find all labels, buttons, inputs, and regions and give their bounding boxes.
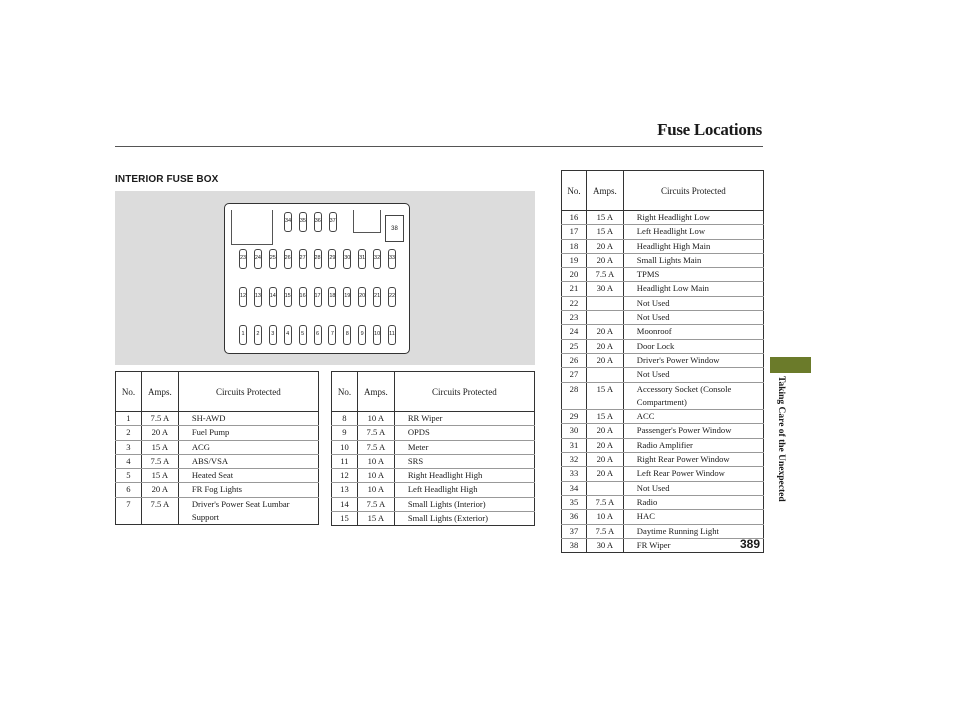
table-row xyxy=(562,438,764,452)
fuse-slot-15: 15 xyxy=(284,287,292,307)
col-circuits: Circuits Protected xyxy=(178,372,318,412)
fuse-number: 33 xyxy=(562,467,587,481)
table-row xyxy=(332,454,535,468)
circuit-protected: Right Headlight High xyxy=(394,469,534,483)
fuse-number: 28 xyxy=(562,382,587,410)
fuse-amps: 7.5 A xyxy=(141,497,178,525)
col-circuits: Circuits Protected xyxy=(394,372,534,412)
table-row xyxy=(562,253,764,267)
fuse-slot-13: 13 xyxy=(254,287,262,307)
circuit-protected: ACC xyxy=(623,410,763,424)
fuse-slot-36: 36 xyxy=(314,212,322,232)
table-row xyxy=(562,424,764,438)
fuse-slot-37: 37 xyxy=(329,212,337,232)
table-row xyxy=(562,410,764,424)
fuse-number: 3 xyxy=(116,440,142,454)
circuit-protected: RR Wiper xyxy=(394,412,534,426)
fuse-number: 23 xyxy=(562,311,587,325)
fuse-amps: 20 A xyxy=(586,438,623,452)
fuse-amps: 20 A xyxy=(586,467,623,481)
table-row xyxy=(562,282,764,296)
circuit-protected: SRS xyxy=(394,454,534,468)
table-row xyxy=(562,268,764,282)
circuit-protected: TPMS xyxy=(623,268,763,282)
relay-slot-middle xyxy=(353,210,381,233)
table-row xyxy=(116,469,319,483)
fuse-slot-20: 20 xyxy=(358,287,366,307)
circuit-protected: Left Headlight Low xyxy=(623,225,763,239)
fuse-slot-6: 6 xyxy=(314,325,322,345)
circuit-protected: Small Lights Main xyxy=(623,253,763,267)
fuse-slot-2: 2 xyxy=(254,325,262,345)
fuse-amps: 7.5 A xyxy=(357,426,394,440)
table-row xyxy=(332,412,535,426)
circuit-protected: Meter xyxy=(394,440,534,454)
table-row xyxy=(562,225,764,239)
table-row xyxy=(562,382,764,410)
fuse-box-diagram xyxy=(224,203,410,354)
fuse-number: 8 xyxy=(332,412,358,426)
fuse-amps: 10 A xyxy=(357,469,394,483)
table-row xyxy=(562,211,764,225)
fuse-slot-19: 19 xyxy=(343,287,351,307)
table-row xyxy=(562,538,764,552)
fuse-slot-9: 9 xyxy=(358,325,366,345)
table-row xyxy=(332,469,535,483)
fuse-amps: 30 A xyxy=(586,538,623,552)
table-row xyxy=(332,512,535,526)
fuse-amps: 15 A xyxy=(586,211,623,225)
fuse-slot-17: 17 xyxy=(314,287,322,307)
circuit-protected: ACG xyxy=(178,440,318,454)
fuse-amps: 7.5 A xyxy=(141,412,178,426)
circuit-protected: Not Used xyxy=(623,296,763,310)
fuse-amps: 10 A xyxy=(357,454,394,468)
table-row xyxy=(116,454,319,468)
fuse-amps: 15 A xyxy=(586,382,623,410)
fuse-amps: 20 A xyxy=(141,426,178,440)
table-row xyxy=(562,296,764,310)
fuse-slot-27: 27 xyxy=(299,249,307,269)
circuit-protected: SH-AWD xyxy=(178,412,318,426)
fuse-number: 10 xyxy=(332,440,358,454)
table-row xyxy=(116,483,319,497)
table-row xyxy=(562,353,764,367)
table-row xyxy=(562,510,764,524)
circuit-protected: OPDS xyxy=(394,426,534,440)
fuse-slot-33: 33 xyxy=(388,249,396,269)
fuse-amps: 20 A xyxy=(586,239,623,253)
table-row xyxy=(332,426,535,440)
col-amps: Amps. xyxy=(357,372,394,412)
fuse-amps: 10 A xyxy=(357,412,394,426)
fuse-amps: 7.5 A xyxy=(586,268,623,282)
table-row xyxy=(562,524,764,538)
col-no: No. xyxy=(562,171,587,211)
fuse-amps: 15 A xyxy=(586,410,623,424)
circuit-protected: Driver's Power Window xyxy=(623,353,763,367)
fuse-amps: 20 A xyxy=(586,253,623,267)
fuse-amps: 20 A xyxy=(586,339,623,353)
table-row xyxy=(332,440,535,454)
fuse-number: 38 xyxy=(562,538,587,552)
table-row xyxy=(116,497,319,525)
fuse-slot-10: 10 xyxy=(373,325,381,345)
fuse-number: 16 xyxy=(562,211,587,225)
fuse-amps xyxy=(586,311,623,325)
circuit-protected: Headlight Low Main xyxy=(623,282,763,296)
table-row xyxy=(332,497,535,511)
relay-slot-left xyxy=(231,210,273,245)
chapter-tab xyxy=(770,357,811,373)
fuse-number: 30 xyxy=(562,424,587,438)
fuse-slot-7: 7 xyxy=(328,325,336,345)
table-row xyxy=(116,426,319,440)
fuse-slot-34: 34 xyxy=(284,212,292,232)
circuit-protected: Driver's Power Seat Lumbar Support xyxy=(178,497,318,525)
fuse-amps: 20 A xyxy=(586,424,623,438)
circuit-protected: Daytime Running Light xyxy=(623,524,763,538)
fuse-number: 6 xyxy=(116,483,142,497)
circuit-protected: Door Lock xyxy=(623,339,763,353)
fuse-slot-35: 35 xyxy=(299,212,307,232)
fuse-number: 29 xyxy=(562,410,587,424)
fuse-number: 24 xyxy=(562,325,587,339)
table-row xyxy=(562,239,764,253)
table-row xyxy=(562,481,764,495)
fuse-slot-30: 30 xyxy=(343,249,351,269)
fuse-slot-22: 22 xyxy=(388,287,396,307)
fuse-amps: 7.5 A xyxy=(357,440,394,454)
fuse-number: 22 xyxy=(562,296,587,310)
fuse-amps: 30 A xyxy=(586,282,623,296)
fuse-number: 25 xyxy=(562,339,587,353)
fuse-amps: 7.5 A xyxy=(141,454,178,468)
fuse-slot-3: 3 xyxy=(269,325,277,345)
fuse-number: 19 xyxy=(562,253,587,267)
circuit-protected: Accessory Socket (Console Compartment) xyxy=(623,382,763,410)
fuse-number: 17 xyxy=(562,225,587,239)
fuse-amps: 15 A xyxy=(586,225,623,239)
fuse-slot-16: 16 xyxy=(299,287,307,307)
table-row xyxy=(562,467,764,481)
fuse-amps xyxy=(586,296,623,310)
fuse-amps: 10 A xyxy=(357,483,394,497)
fuse-table-2 xyxy=(331,371,535,526)
circuit-protected: Right Rear Power Window xyxy=(623,453,763,467)
fuse-slot-4: 4 xyxy=(284,325,292,345)
col-no: No. xyxy=(332,372,358,412)
fuse-slot-1: 1 xyxy=(239,325,247,345)
fuse-amps: 10 A xyxy=(586,510,623,524)
fuse-amps xyxy=(586,481,623,495)
fuse-slot-14: 14 xyxy=(269,287,277,307)
fuse-slot-38: 38 xyxy=(385,215,404,242)
fuse-amps: 20 A xyxy=(141,483,178,497)
fuse-slot-31: 31 xyxy=(358,249,366,269)
fuse-amps: 15 A xyxy=(357,512,394,526)
fuse-amps: 15 A xyxy=(141,440,178,454)
circuit-protected: Small Lights (Exterior) xyxy=(394,512,534,526)
fuse-number: 32 xyxy=(562,453,587,467)
fuse-amps: 7.5 A xyxy=(586,524,623,538)
fuse-amps: 15 A xyxy=(141,469,178,483)
section-heading: INTERIOR FUSE BOX xyxy=(115,174,219,185)
circuit-protected: Moonroof xyxy=(623,325,763,339)
fuse-number: 12 xyxy=(332,469,358,483)
table-row xyxy=(562,339,764,353)
fuse-slot-23: 23 xyxy=(239,249,247,269)
fuse-slot-25: 25 xyxy=(269,249,277,269)
fuse-amps: 7.5 A xyxy=(357,497,394,511)
fuse-slot-18: 18 xyxy=(328,287,336,307)
fuse-slot-24: 24 xyxy=(254,249,262,269)
fuse-number: 26 xyxy=(562,353,587,367)
fuse-slot-12: 12 xyxy=(239,287,247,307)
fuse-amps: 20 A xyxy=(586,353,623,367)
fuse-number: 37 xyxy=(562,524,587,538)
circuit-protected: Fuel Pump xyxy=(178,426,318,440)
circuit-protected: FR Fog Lights xyxy=(178,483,318,497)
col-no: No. xyxy=(116,372,142,412)
circuit-protected: ABS/VSA xyxy=(178,454,318,468)
circuit-protected: Heated Seat xyxy=(178,469,318,483)
table-row xyxy=(562,325,764,339)
circuit-protected: Left Rear Power Window xyxy=(623,467,763,481)
circuit-protected: Not Used xyxy=(623,368,763,382)
fuse-slot-21: 21 xyxy=(373,287,381,307)
col-amps: Amps. xyxy=(586,171,623,211)
circuit-protected: Not Used xyxy=(623,481,763,495)
fuse-number: 7 xyxy=(116,497,142,525)
circuit-protected: Radio Amplifier xyxy=(623,438,763,452)
table-row xyxy=(332,483,535,497)
table-row xyxy=(562,495,764,509)
table-row xyxy=(116,440,319,454)
fuse-number: 13 xyxy=(332,483,358,497)
fuse-slot-26: 26 xyxy=(284,249,292,269)
fuse-table-3 xyxy=(561,170,764,553)
fuse-slot-11: 11 xyxy=(388,325,396,345)
circuit-protected: Right Headlight Low xyxy=(623,211,763,225)
fuse-number: 11 xyxy=(332,454,358,468)
table-row xyxy=(562,453,764,467)
fuse-slot-28: 28 xyxy=(314,249,322,269)
fuse-number: 4 xyxy=(116,454,142,468)
fuse-number: 27 xyxy=(562,368,587,382)
col-amps: Amps. xyxy=(141,372,178,412)
fuse-amps: 7.5 A xyxy=(586,495,623,509)
circuit-protected: Headlight High Main xyxy=(623,239,763,253)
fuse-number: 1 xyxy=(116,412,142,426)
col-circuits: Circuits Protected xyxy=(623,171,763,211)
fuse-number: 36 xyxy=(562,510,587,524)
fuse-number: 5 xyxy=(116,469,142,483)
page-title: Fuse Locations xyxy=(657,120,762,139)
fuse-amps: 20 A xyxy=(586,325,623,339)
fuse-table-1 xyxy=(115,371,319,525)
fuse-number: 18 xyxy=(562,239,587,253)
page-number: 389 xyxy=(740,537,761,551)
fuse-amps: 20 A xyxy=(586,453,623,467)
circuit-protected: Passenger's Power Window xyxy=(623,424,763,438)
fuse-number: 2 xyxy=(116,426,142,440)
table-row xyxy=(116,412,319,426)
fuse-number: 9 xyxy=(332,426,358,440)
circuit-protected: HAC xyxy=(623,510,763,524)
table-row xyxy=(562,311,764,325)
fuse-number: 34 xyxy=(562,481,587,495)
fuse-number: 20 xyxy=(562,268,587,282)
fuse-slot-32: 32 xyxy=(373,249,381,269)
fuse-number: 21 xyxy=(562,282,587,296)
fuse-slot-29: 29 xyxy=(328,249,336,269)
fuse-number: 35 xyxy=(562,495,587,509)
fuse-number: 15 xyxy=(332,512,358,526)
title-rule xyxy=(115,146,763,147)
fuse-number: 14 xyxy=(332,497,358,511)
fuse-slot-5: 5 xyxy=(299,325,307,345)
circuit-protected: Radio xyxy=(623,495,763,509)
circuit-protected: Small Lights (Interior) xyxy=(394,497,534,511)
circuit-protected: FR Wiper xyxy=(623,538,763,552)
circuit-protected: Left Headlight High xyxy=(394,483,534,497)
fuse-number: 31 xyxy=(562,438,587,452)
fuse-slot-8: 8 xyxy=(343,325,351,345)
table-row xyxy=(562,368,764,382)
circuit-protected: Not Used xyxy=(623,311,763,325)
chapter-title: Taking Care of the Unexpected xyxy=(776,376,786,502)
fuse-amps xyxy=(586,368,623,382)
